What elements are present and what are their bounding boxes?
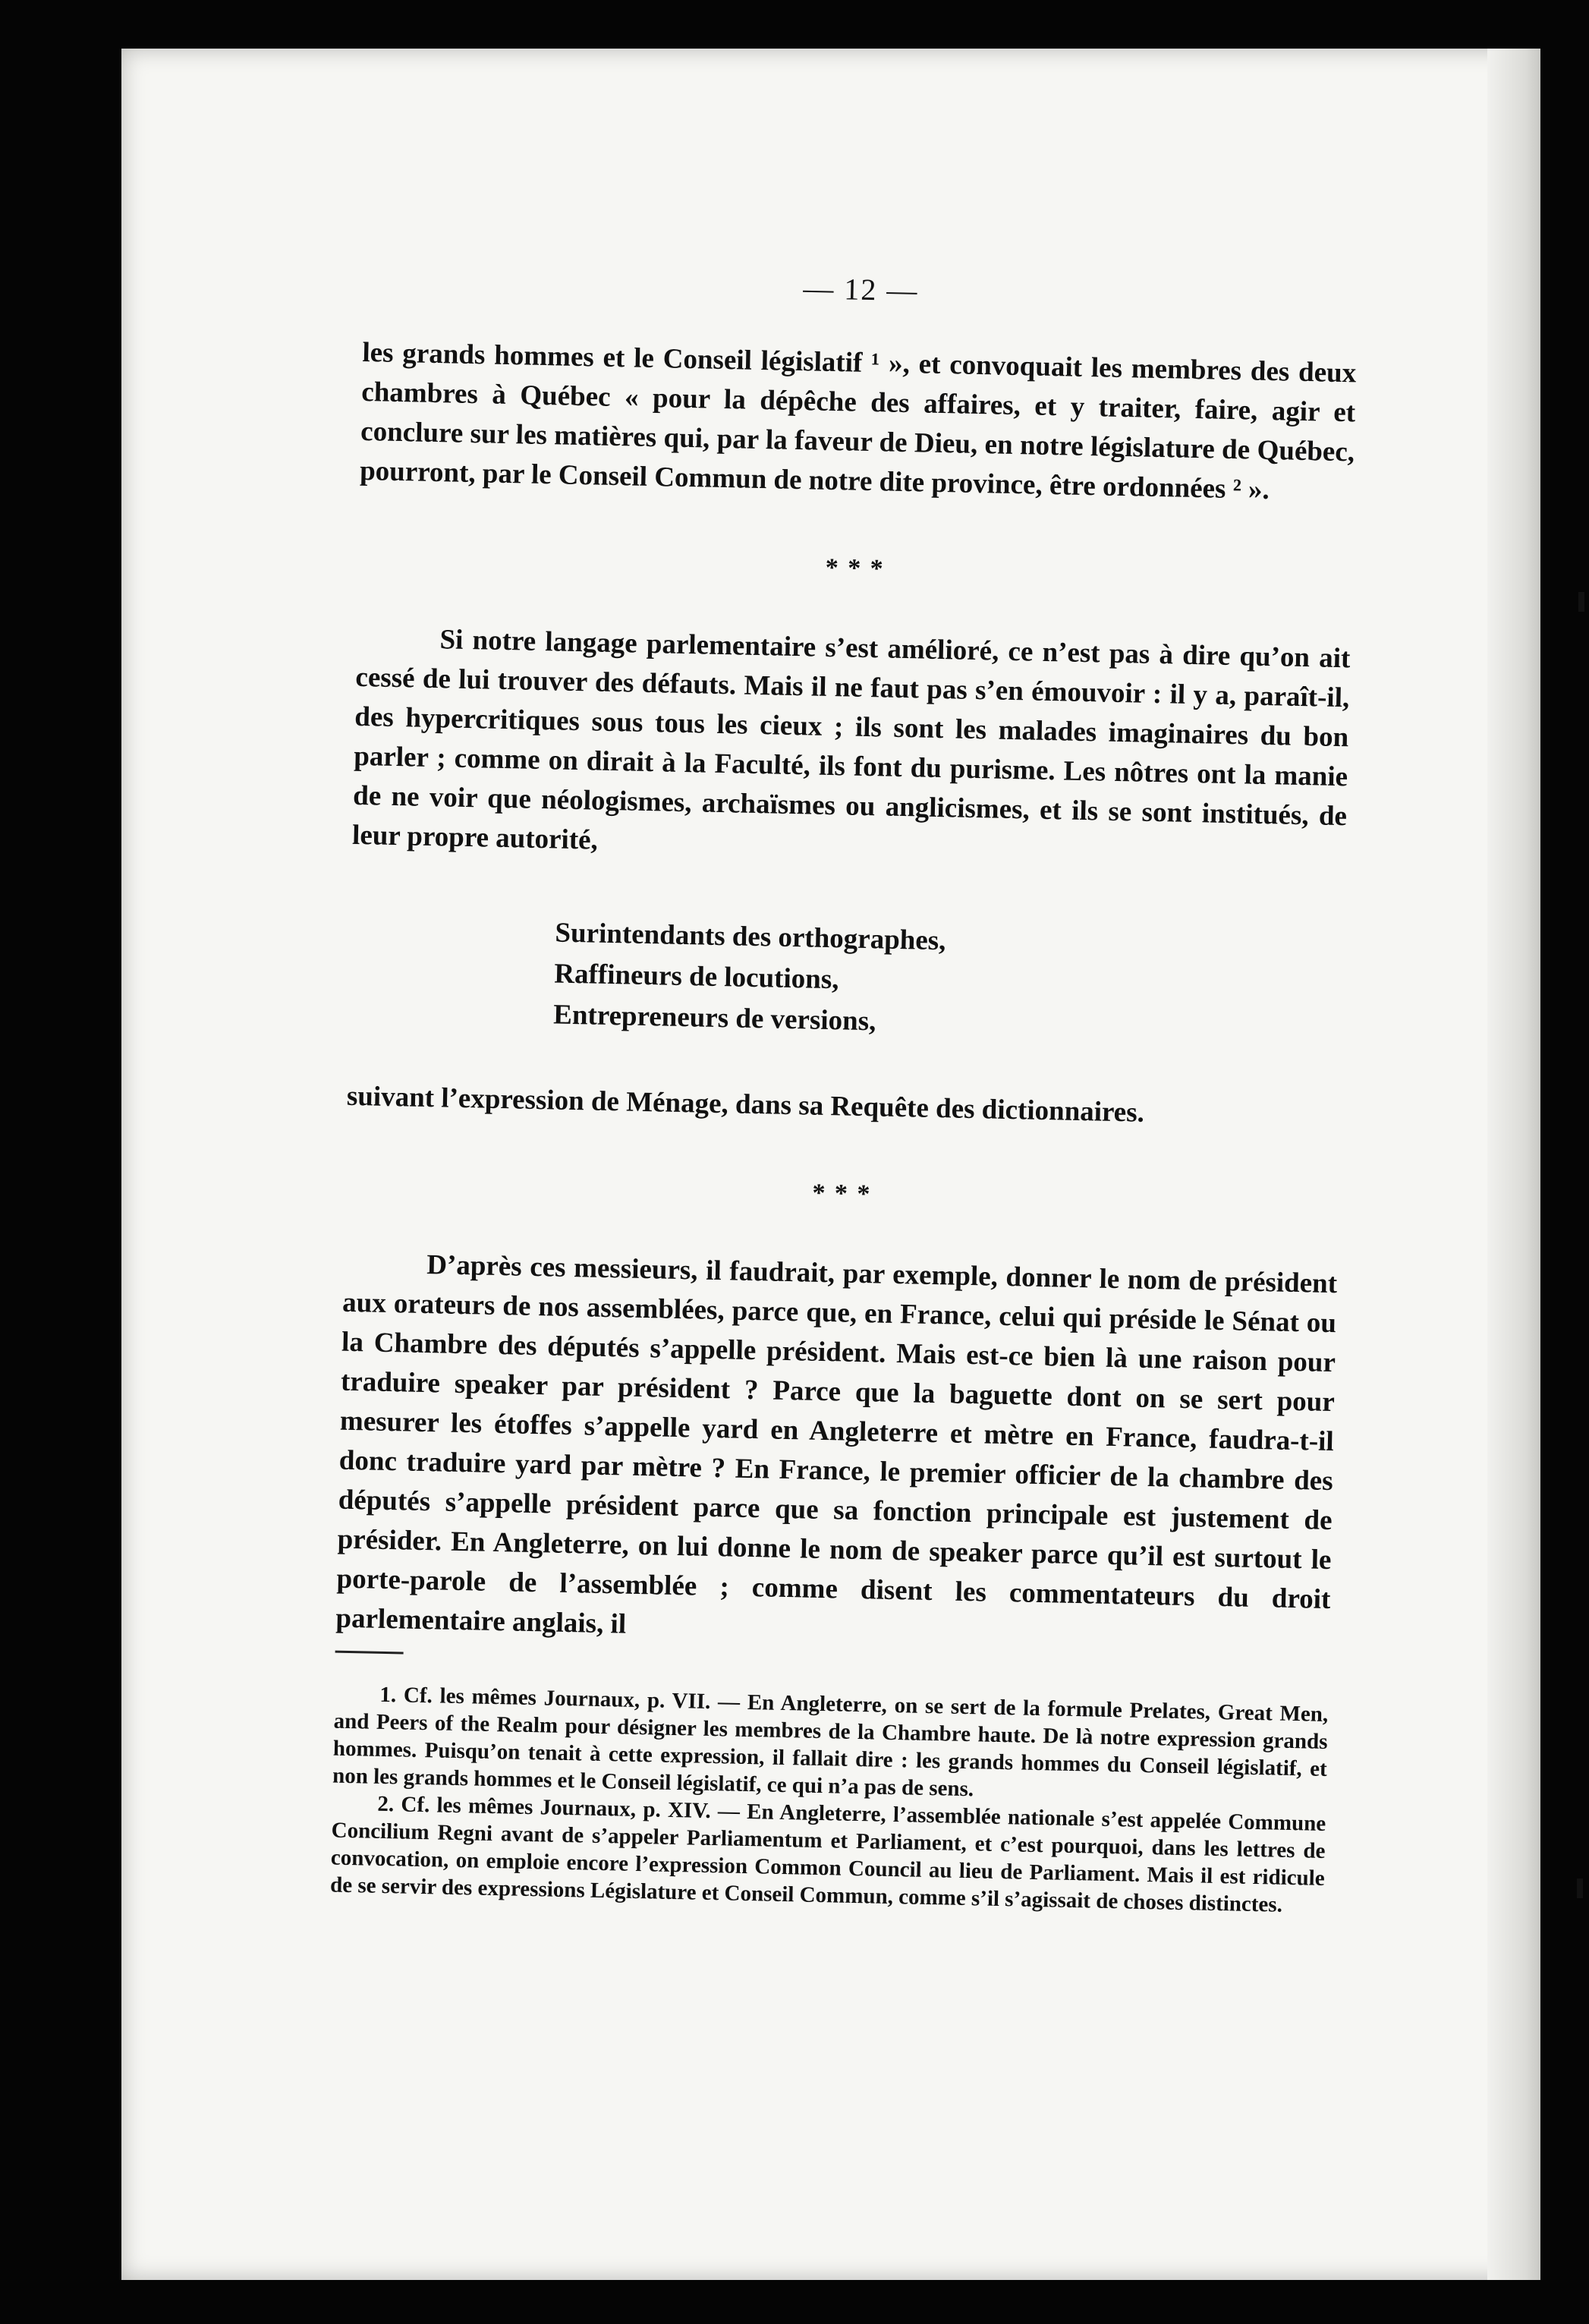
verse-quote bbox=[553, 912, 1345, 1052]
paragraph-4: D’après ces messieurs, il faudrait, par exemple, donner le nom de président aux orateurs de nos assemblées, parce que, en France, celui qui préside le Sénat ou la Chambre des députés s’appelle président. Mais est-ce bien là une raison pour traduire speaker par président ? Parce que la baguette dont on se sert pour mesurer les étoffes s’appelle yard en Angleterre et mètre en France, faudra-t-il donc traduire yard par mètre ? En France, le premier officier de la chambre des députés s’appelle président parce que sa fonction principale est justement de présider. En Angleterre, on lui donne le nom de speaker parce qu’il est surtout le porte-parole de l’assemblée ; comme disent les commentateurs du droit parlementaire anglais, il bbox=[335, 1249, 1338, 1640]
margin-speck bbox=[1578, 592, 1584, 612]
footnote-rule bbox=[335, 1651, 404, 1655]
footnotes bbox=[330, 1680, 1329, 1919]
paragraph-2: Si notre langage parlementaire s’est amélioré, ce n’est pas à dire qu’on ait cessé de lui trouver des défauts. Mais il ne faut pas s’en émouvoir : il y a, paraît-il, des hypercritiques sous tous les cieux ; ils sont les malades imaginaires du bon parler ; comme on dirait à la Faculté, ils font du purisme. Les nôtres ont la manie de ne voir que néologismes, archaïsmes ou anglicismes, et ils se sont institués, de leur propre autorité, bbox=[351, 624, 1351, 856]
verse-line: Surintendants des orthographes, bbox=[555, 917, 946, 957]
verse-line: Raffineurs de locutions, bbox=[553, 958, 839, 996]
margin-speck bbox=[1577, 1878, 1583, 1898]
page-edge-shadow bbox=[1487, 49, 1540, 2280]
paragraph-1: les grands hommes et le Conseil législatif ¹ », et convoquait les membres des deux chambres à Québec « pour la dépêche des affaires, et y traiter, faire, agir et conclure sur les matières qui, par la faveur de Dieu, en notre législature de Québec, pourront, par le Conseil Commun de notre dite province, être ordonnées ² ». bbox=[359, 336, 1357, 506]
section-separator-2: * * * bbox=[812, 1179, 872, 1209]
text-block bbox=[330, 261, 1358, 1919]
verse-line: Entrepreneurs de versions, bbox=[552, 999, 876, 1038]
page-number: — 12 — bbox=[802, 271, 919, 308]
scanned-page bbox=[121, 49, 1540, 2280]
paragraph-3: suivant l’expression de Ménage, dans sa Requête des dictionnaires. bbox=[346, 1080, 1145, 1129]
section-separator-1: * * * bbox=[825, 553, 886, 584]
footnote-1: 1. Cf. les mêmes Journaux, p. VII. — En Angleterre, on se sert de la formule Prelates, Great Men, and Peers of the Realm pour désigner les membres de la Chambre haute. De là notre expression grands hommes. Puisqu’on tenait à cette expression, il fallait dire : les grands hommes du Conseil législatif, et non les grands hommes et le Conseil législatif, ce qui n’a pas de sens. bbox=[332, 1682, 1329, 1802]
footnote-2: 2. Cf. les mêmes Journaux, p. XIV. — En Angleterre, l’assemblée nationale s’est appelée Commune Concilium Regni avant de s’appeler Parliamentum et Parliament, et c’est pourquoi, dans les lettres de convocation, on emploie encore l’expression Common Council au lieu de Parliament. Mais il est ridicule de se servir des expressions Législature et Conseil Commun, comme s’il s’agissait de choses distinctes. bbox=[329, 1791, 1326, 1917]
